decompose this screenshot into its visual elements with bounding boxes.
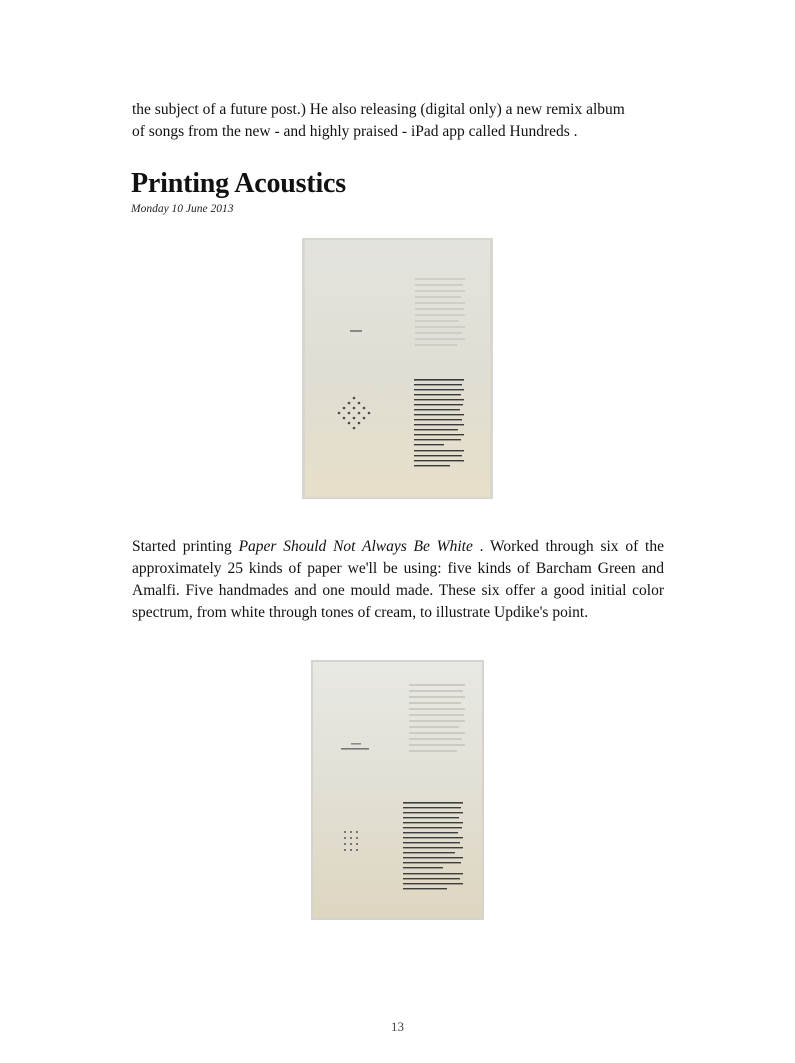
body-text-start: Started printing <box>132 538 239 555</box>
post-body-paragraph <box>132 536 664 624</box>
post-date: Monday 10 June 2013 <box>131 203 234 215</box>
book-title: Paper Should Not Always Be White <box>238 538 473 555</box>
intro-line-1: the subject of a future post.) He also releasing (digital only) a new remix album <box>132 101 625 118</box>
intro-line-2: of songs from the new - and highly praised - iPad app called Hundreds . <box>132 123 578 140</box>
post-title: Printing Acoustics <box>131 168 346 199</box>
intro-text <box>132 99 664 143</box>
printed-sheet-photo-1 <box>302 238 493 499</box>
printed-sheet-photo-2 <box>311 660 484 920</box>
body-text-rest: . Worked through six of the approximately 25 kinds of paper we'll be using: five kinds of Barcham Green and Amalfi. Five handmades and one mould made. These six offer a good initial color spectrum, from white through tones of cream, to illustrate Updike's point. <box>132 538 664 621</box>
page-number: 13 <box>391 1019 404 1034</box>
